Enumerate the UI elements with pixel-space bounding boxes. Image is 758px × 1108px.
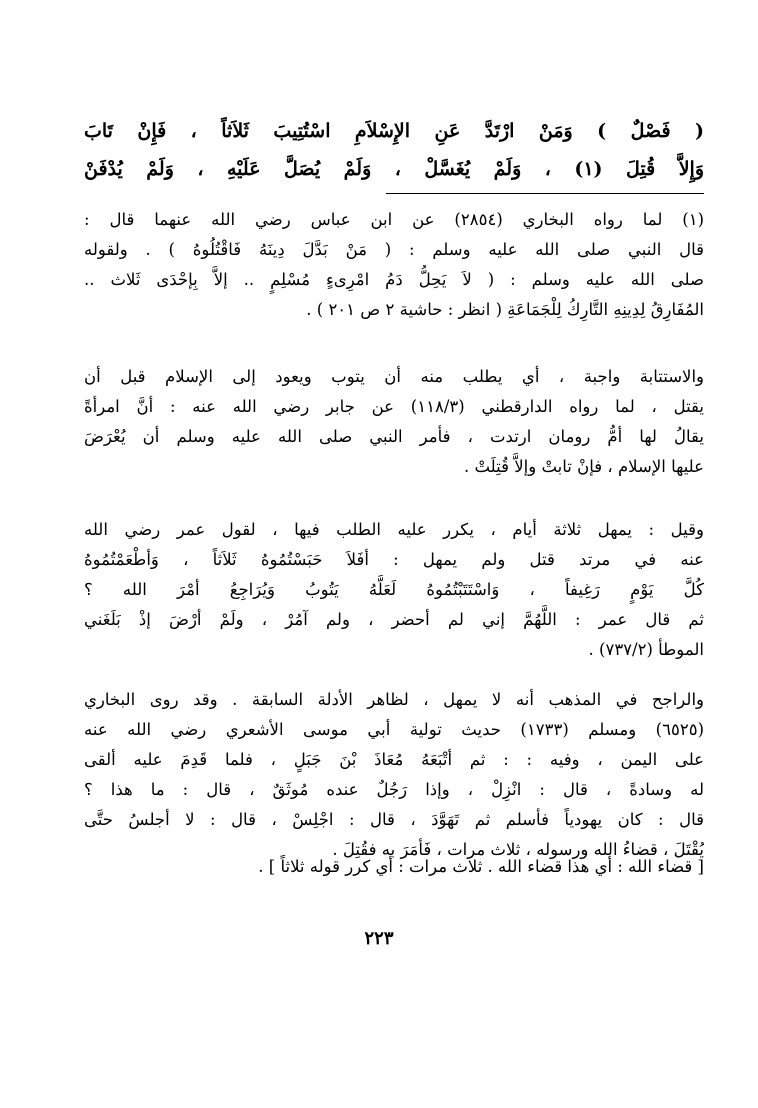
footnote-line: الموطأ (٧٣٧/٢) . [588,640,704,659]
main-text-line: ( فَصْلٌ ) وَمَنْ ارْتَدَّ عَنِ الإِسْلاَمِ اسْتُتِيبَ ثَلاَثاً ، فَإِنْ تَابَ [84,120,704,142]
footnote-line: له وسادةً ، قال : انْزِلْ ، وإذا رَجُلٌ عنده مُوثَقٌ ، قال : ما هذا ؟ [84,780,704,799]
footnote-line: ثم قال عمر : اللَّهُمَّ إني لم أحضر ، ولم آمُرْ ، ولَمْ أرْضَ إذْ بَلَغَني [84,610,704,629]
main-text-line: وَإِلاَّ قُتِلَ (١) ، وَلَمْ يُغَسَّلْ ، وَلَمْ يُصَلَّ عَلَيْهِ ، وَلَمْ يُدْفَنْ [84,158,704,180]
footnote-line: يقالُ لها أمُّ رومان ارتدت ، فأمر النبي صلى الله عليه وسلم أن يُعْرَضَ [84,427,704,446]
footnote-line: عليها الإسلام ، فإنْ تابتْ وإلاَّ قُتِلَتْ . [463,457,704,476]
footnote-line: على اليمن ، وفيه : : ثم أتْبَعَهُ مُعَاذَ بْنَ جَبَلٍ ، فلما قَدِمَ عليه ألقى [84,750,704,769]
footnote-line: قال : كان يهودياً فأسلم ثم تَهَوَّدَ ، قال : اجْلِسْ ، قال : لا أجلسُ حتَّى [84,810,704,829]
footnote-paragraph-preferred-view [84,685,704,865]
footnote-line: يقتل ، لما رواه الدارقطني (١١٨/٣) عن جابر رضي الله عنه : أنَّ امرأةً [84,397,704,416]
footnote-line: عنه في مرتد قتل ولم يمهل : أفَلاَ حَبَسْتُمُوهُ ثَلاَثاً ، وَأطْعَمْتُمُوهُ [84,550,704,569]
bracketed-gloss [84,852,704,882]
footnote-line: كُلَّ يَوْمٍ رَغِيفاً ، وَاسْتَتَبْتُمُوهُ لَعَلَّهُ يَتُوبُ وَيُرَاجِعُ أمْرَ الله ؟ [84,580,704,599]
footnote-line: والراجح في المذهب أنه لا يمهل ، لظاهر الأدلة السابقة . وقد روى البخاري [84,690,704,709]
page-number: ٢٢٣ [364,928,394,949]
gloss-line: [ قضاء الله : أي هذا قضاء الله . ثلاث مرات : أي كرر قوله ثلاثاً ] . [258,857,704,876]
footnote-line: المُفَارِقُ لِدِينِهِ التَّارِكُ لِلْجَمَاعَةِ ( انظر : حاشية ٢ ص ٢٠١ ) . [306,300,704,319]
footnote-paragraph-istitaba [84,362,704,482]
main-text [84,112,704,188]
footnote-line: صلى الله عليه وسلم : ( لاَ يَحِلُّ دَمُ امْرِىءٍ مُسْلِمٍ .. إلاَّ بِإحْدَى ثَلاث .. [84,270,704,289]
footnote-line: والاستتابة واجبة ، أي يطلب منه أن يتوب ويعود إلى الإسلام قبل أن [84,367,704,386]
footnote-1 [84,205,704,325]
footnote-separator [386,193,704,194]
footnote-line: (٦٥٢٥) ومسلم (١٧٣٣) حديث تولية أبي موسى الأشعري رضي الله عنه [84,720,704,739]
footnote-line: قال النبي صلى الله عليه وسلم : ( مَنْ بَدَّلَ دِينَهُ فَاقْتُلُوهُ ) . ولقوله [84,240,704,259]
footnote-paragraph-three-days [84,515,704,665]
footnote-line: وقيل : يمهل ثلاثة أيام ، يكرر عليه الطلب فيها ، لقول عمر رضي الله [84,520,704,539]
footnote-line: يُقْتَلَ ، قضاءُ الله ورسوله ، ثلاث مرات ، فَأمَرَ به فقُتِلَ . [332,840,704,859]
footnote-line: (١) لما رواه البخاري (٢٨٥٤) عن ابن عباس رضي الله عنهما قال : [84,210,704,229]
